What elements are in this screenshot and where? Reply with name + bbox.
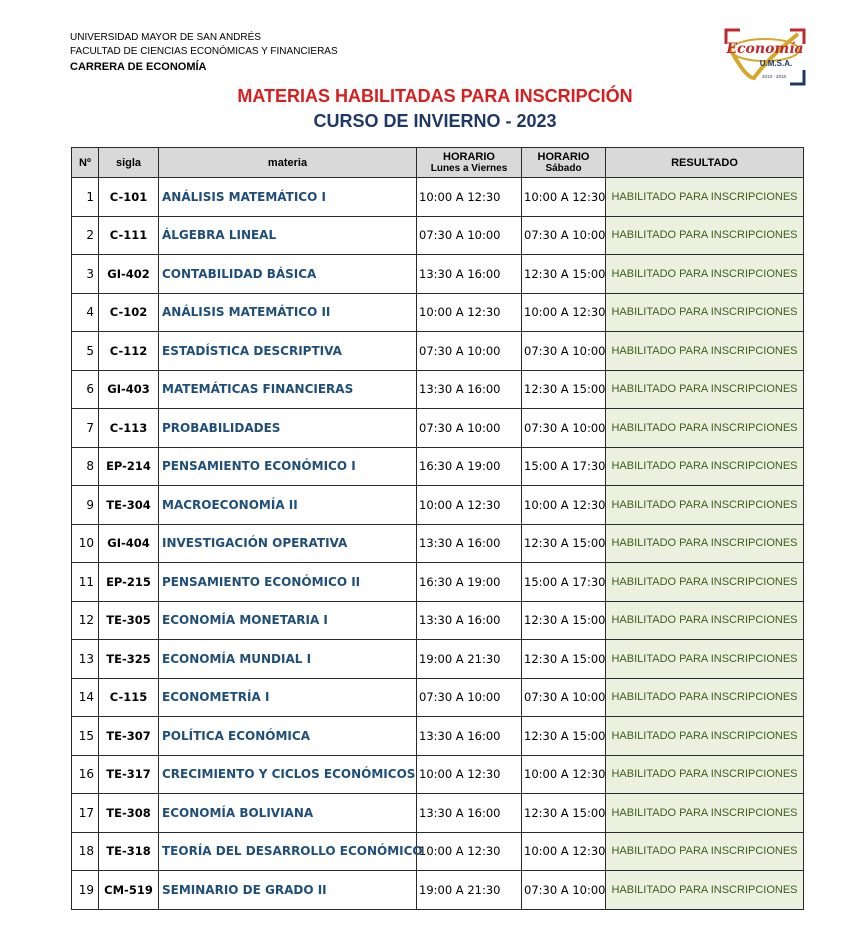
svg-text:2013 - 2018: 2013 - 2018: [761, 74, 787, 79]
svg-text:U.M.S.A.: U.M.S.A.: [759, 59, 793, 68]
career-name: CARRERA DE ECONOMÍA: [70, 61, 207, 73]
subject-name: SEMINARIO DE GRADO II: [159, 871, 417, 910]
subject-name: ECONOMÍA MONETARIA I: [159, 601, 417, 640]
schedule-saturday: 12:30 A 15:00: [522, 794, 606, 833]
subject-code: TE-305: [99, 601, 159, 640]
result-status: HABILITADO PARA INSCRIPCIONES: [606, 678, 804, 717]
table-row: [72, 832, 804, 871]
result-status: HABILITADO PARA INSCRIPCIONES: [606, 524, 804, 563]
table-row: [72, 178, 804, 217]
schedule-weekdays: 13:30 A 16:00: [417, 370, 522, 409]
result-status: HABILITADO PARA INSCRIPCIONES: [606, 755, 804, 794]
result-status: HABILITADO PARA INSCRIPCIONES: [606, 640, 804, 679]
row-number: 10: [72, 524, 99, 563]
subject-code: TE-304: [99, 486, 159, 525]
table-row: [72, 871, 804, 910]
schedule-weekdays: 16:30 A 19:00: [417, 563, 522, 602]
result-status: HABILITADO PARA INSCRIPCIONES: [606, 216, 804, 255]
document-title: MATERIAS HABILITADAS PARA INSCRIPCIÓN: [237, 86, 633, 106]
subject-name: CRECIMIENTO Y CICLOS ECONÓMICOS: [159, 755, 417, 794]
schedule-saturday: 10:00 A 12:30: [522, 486, 606, 525]
schedule-saturday: 10:00 A 12:30: [522, 178, 606, 217]
subject-code: C-111: [99, 216, 159, 255]
row-number: 19: [72, 871, 99, 910]
economia-logo-graphic: [724, 28, 806, 86]
schedule-saturday: 07:30 A 10:00: [522, 332, 606, 371]
row-number: 17: [72, 794, 99, 833]
table-row: [72, 447, 804, 486]
schedule-saturday: 10:00 A 12:30: [522, 755, 606, 794]
result-status: HABILITADO PARA INSCRIPCIONES: [606, 871, 804, 910]
row-number: 4: [72, 293, 99, 332]
schedule-weekdays: 13:30 A 16:00: [417, 794, 522, 833]
subject-name: PROBABILIDADES: [159, 409, 417, 448]
institution-header: [70, 31, 338, 74]
schedule-saturday: 07:30 A 10:00: [522, 871, 606, 910]
schedule-weekdays: 10:00 A 12:30: [417, 832, 522, 871]
schedule-weekdays: 07:30 A 10:00: [417, 678, 522, 717]
header-horario-lv-label: HORARIO: [443, 150, 495, 163]
row-number: 11: [72, 563, 99, 602]
schedule-saturday: 10:00 A 12:30: [522, 832, 606, 871]
header-horario-lv-sub: Lunes a Viernes: [430, 162, 508, 174]
table-row: [72, 216, 804, 255]
schedule-weekdays: 13:30 A 16:00: [417, 717, 522, 756]
schedule-saturday: 12:30 A 15:00: [522, 370, 606, 409]
result-status: HABILITADO PARA INSCRIPCIONES: [606, 717, 804, 756]
table-row: [72, 409, 804, 448]
table-row: [72, 332, 804, 371]
table-row: [72, 293, 804, 332]
result-status: HABILITADO PARA INSCRIPCIONES: [606, 293, 804, 332]
subject-code: C-115: [99, 678, 159, 717]
table-row: [72, 486, 804, 525]
subject-code: TE-317: [99, 755, 159, 794]
row-number: 15: [72, 717, 99, 756]
header-sigla: sigla: [99, 148, 159, 178]
subject-name: ESTADÍSTICA DESCRIPTIVA: [159, 332, 417, 371]
header-horario-sab-label: HORARIO: [537, 150, 590, 163]
schedule-saturday: 12:30 A 15:00: [522, 640, 606, 679]
subject-name: CONTABILIDAD BÁSICA: [159, 255, 417, 294]
subject-name: POLÍTICA ECONÓMICA: [159, 717, 417, 756]
subject-code: CM-519: [99, 871, 159, 910]
row-number: 7: [72, 409, 99, 448]
subject-name: PENSAMIENTO ECONÓMICO II: [159, 563, 417, 602]
row-number: 1: [72, 178, 99, 217]
result-status: HABILITADO PARA INSCRIPCIONES: [606, 332, 804, 371]
header-materia: materia: [159, 148, 417, 178]
header-horario-sab-sub: Sábado: [545, 162, 582, 174]
result-status: HABILITADO PARA INSCRIPCIONES: [606, 255, 804, 294]
subject-name: ANÁLISIS MATEMÁTICO I: [159, 178, 417, 217]
row-number: 5: [72, 332, 99, 371]
result-status: HABILITADO PARA INSCRIPCIONES: [606, 447, 804, 486]
schedule-weekdays: 16:30 A 19:00: [417, 447, 522, 486]
table-row: [72, 255, 804, 294]
row-number: 3: [72, 255, 99, 294]
result-status: HABILITADO PARA INSCRIPCIONES: [606, 370, 804, 409]
schedule-weekdays: 10:00 A 12:30: [417, 293, 522, 332]
row-number: 13: [72, 640, 99, 679]
result-status: HABILITADO PARA INSCRIPCIONES: [606, 409, 804, 448]
table-row: [72, 524, 804, 563]
schedule-saturday: 07:30 A 10:00: [522, 216, 606, 255]
header-horario-sab: [522, 148, 606, 178]
row-number: 8: [72, 447, 99, 486]
schedule-saturday: 12:30 A 15:00: [522, 601, 606, 640]
subject-code: GI-404: [99, 524, 159, 563]
subject-name: ECONOMETRÍA I: [159, 678, 417, 717]
schedule-weekdays: 13:30 A 16:00: [417, 524, 522, 563]
schedule-saturday: 15:00 A 17:30: [522, 447, 606, 486]
document-subtitle: CURSO DE INVIERNO - 2023: [313, 111, 557, 131]
schedule-saturday: 10:00 A 12:30: [522, 293, 606, 332]
schedule-saturday: 12:30 A 15:00: [522, 255, 606, 294]
subject-name: MATEMÁTICAS FINANCIERAS: [159, 370, 417, 409]
table-row: [72, 370, 804, 409]
row-number: 2: [72, 216, 99, 255]
table-row: [72, 678, 804, 717]
schedule-saturday: 12:30 A 15:00: [522, 524, 606, 563]
schedule-weekdays: 10:00 A 12:30: [417, 178, 522, 217]
subject-code: EP-214: [99, 447, 159, 486]
row-number: 18: [72, 832, 99, 871]
row-number: 6: [72, 370, 99, 409]
subject-name: MACROECONOMÍA II: [159, 486, 417, 525]
schedule-weekdays: 13:30 A 16:00: [417, 255, 522, 294]
schedule-weekdays: 07:30 A 10:00: [417, 409, 522, 448]
subject-name: ANÁLISIS MATEMÁTICO II: [159, 293, 417, 332]
table-body: [72, 178, 804, 910]
result-status: HABILITADO PARA INSCRIPCIONES: [606, 601, 804, 640]
schedule-weekdays: 19:00 A 21:30: [417, 871, 522, 910]
schedule-saturday: 12:30 A 15:00: [522, 717, 606, 756]
row-number: 12: [72, 601, 99, 640]
faculty-name: FACULTAD DE CIENCIAS ECONÓMICAS Y FINANCIERAS: [70, 46, 338, 57]
subject-code: C-102: [99, 293, 159, 332]
result-status: HABILITADO PARA INSCRIPCIONES: [606, 178, 804, 217]
subject-code: C-101: [99, 178, 159, 217]
subject-name: ECONOMÍA MUNDIAL I: [159, 640, 417, 679]
table-row: [72, 563, 804, 602]
header-num: Nº: [72, 148, 99, 178]
result-status: HABILITADO PARA INSCRIPCIONES: [606, 832, 804, 871]
subjects-table: [71, 147, 804, 910]
result-status: HABILITADO PARA INSCRIPCIONES: [606, 486, 804, 525]
table-row: [72, 717, 804, 756]
table-header-row: [72, 148, 804, 178]
row-number: 9: [72, 486, 99, 525]
subject-code: GI-403: [99, 370, 159, 409]
subject-code: TE-308: [99, 794, 159, 833]
schedule-weekdays: 13:30 A 16:00: [417, 601, 522, 640]
subject-code: C-112: [99, 332, 159, 371]
schedule-saturday: 07:30 A 10:00: [522, 678, 606, 717]
university-name: UNIVERSIDAD MAYOR DE SAN ANDRÉS: [70, 32, 261, 43]
subject-code: C-113: [99, 409, 159, 448]
table-row: [72, 601, 804, 640]
header-resultado: RESULTADO: [606, 148, 804, 178]
svg-text:Economía: Economía: [726, 41, 804, 57]
row-number: 16: [72, 755, 99, 794]
subject-code: TE-307: [99, 717, 159, 756]
subject-code: TE-325: [99, 640, 159, 679]
header-horario-lv: [417, 148, 522, 178]
subject-name: TEORÍA DEL DESARROLLO ECONÓMICO: [159, 832, 417, 871]
schedule-weekdays: 10:00 A 12:30: [417, 486, 522, 525]
result-status: HABILITADO PARA INSCRIPCIONES: [606, 794, 804, 833]
table-row: [72, 640, 804, 679]
subject-name: INVESTIGACIÓN OPERATIVA: [159, 524, 417, 563]
subject-name: ECONOMÍA BOLIVIANA: [159, 794, 417, 833]
result-status: HABILITADO PARA INSCRIPCIONES: [606, 563, 804, 602]
schedule-weekdays: 10:00 A 12:30: [417, 755, 522, 794]
schedule-weekdays: 19:00 A 21:30: [417, 640, 522, 679]
economia-logo: [724, 28, 806, 86]
row-number: 14: [72, 678, 99, 717]
subject-code: GI-402: [99, 255, 159, 294]
table-row: [72, 794, 804, 833]
schedule-weekdays: 07:30 A 10:00: [417, 216, 522, 255]
schedule-weekdays: 07:30 A 10:00: [417, 332, 522, 371]
subject-name: PENSAMIENTO ECONÓMICO I: [159, 447, 417, 486]
subject-name: ÁLGEBRA LINEAL: [159, 216, 417, 255]
schedule-saturday: 07:30 A 10:00: [522, 409, 606, 448]
subject-code: TE-318: [99, 832, 159, 871]
subject-code: EP-215: [99, 563, 159, 602]
table-row: [72, 755, 804, 794]
schedule-saturday: 15:00 A 17:30: [522, 563, 606, 602]
